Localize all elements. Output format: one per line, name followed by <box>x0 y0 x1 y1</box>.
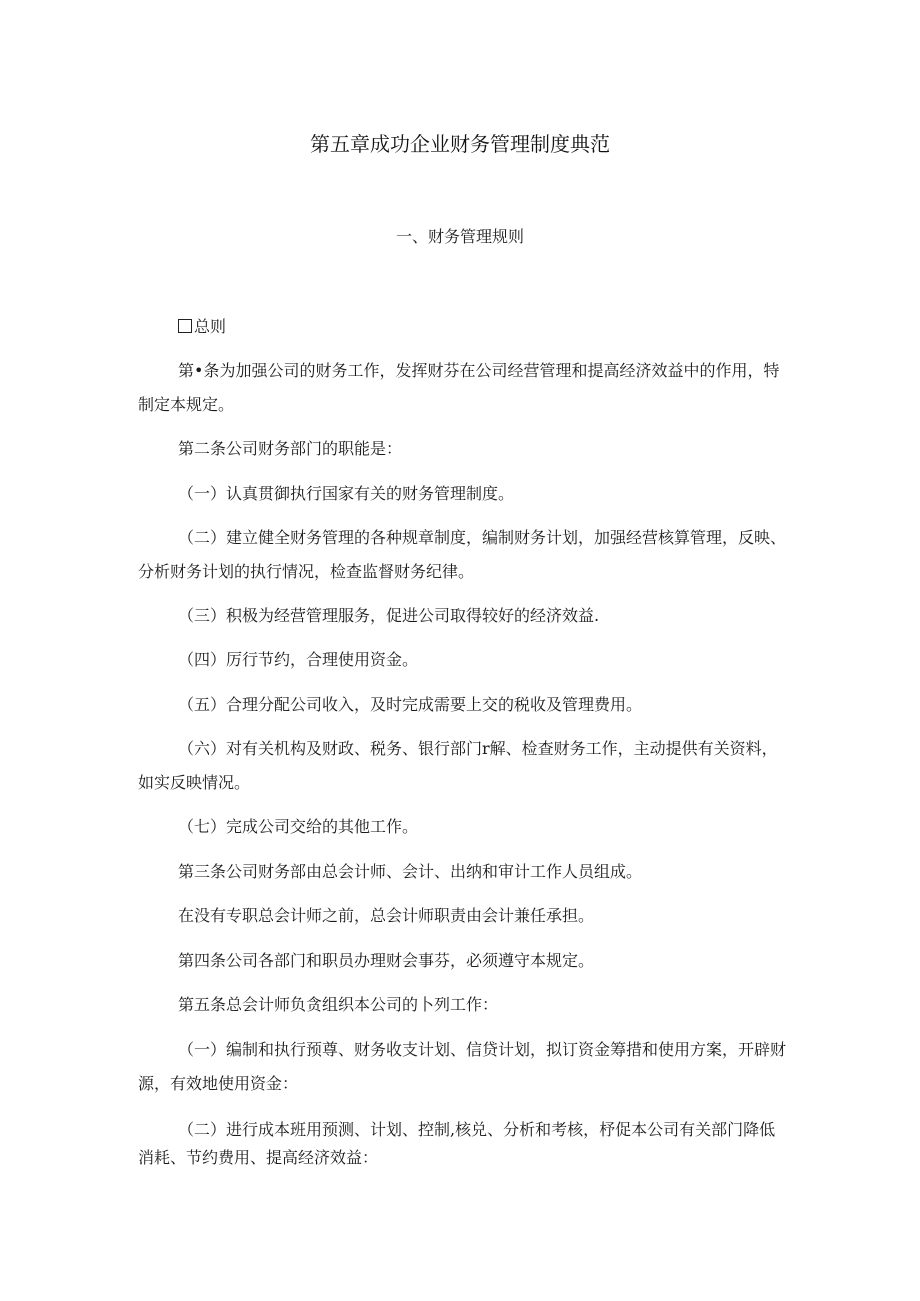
paragraph: 第•条为加强公司的财务工作，发挥财芬在公司经营管理和提高经济效益中的作用，特制定本规定。 <box>138 361 780 414</box>
paragraph: （六）对有关机构及财政、税务、银行部门r解、检查财务工作，主动提供有关资料，如实反映情况。 <box>138 739 778 792</box>
paragraph: 在没有专职总会计师之前，总会计师职责由会计兼任承担。 <box>178 906 595 925</box>
subheading-text: 总则 <box>194 317 227 336</box>
paragraph: 第二条公司财务部门的职能是： <box>178 439 403 458</box>
paragraph: 第三条公司财务部由总会计师、会计、出纳和审计工作人员组成。 <box>178 862 643 881</box>
paragraph: 第四条公司各部门和职员办理财会事芬，必须遵守本规定。 <box>178 951 595 970</box>
paragraph: （二）建立健全财务管理的各种规章制度，编制财务计划，加强经营核算管理，反映、分析财务计划的执行情况，检查监督财务纪律。 <box>138 528 787 581</box>
paragraph: 第五条总会计师负贪组织本公司的卜列工作： <box>178 995 499 1014</box>
paragraph: （四）厉行节约，合理使用资金。 <box>178 650 419 669</box>
paragraph: （一）编制和执行预尊、财务收支计划、信贷计划，拟订资金筹措和使用方案，开辟财源，有效地使用资金： <box>138 1040 787 1093</box>
paragraph: （一）认真贯御执行国家有关的财务管理制度。 <box>178 484 515 503</box>
subheading <box>138 310 786 344</box>
checkbox-square-icon <box>178 319 192 333</box>
document-title: 第五章成功企业财务管理制度典范 <box>310 132 610 156</box>
paragraph: （三）积极为经营管理服务，促进公司取得较好的经济效益. <box>178 606 600 625</box>
paragraph: （七）完成公司交给的其他工作。 <box>178 817 419 836</box>
paragraph: （五）合理分配公司收入，及时完成需要上交的税收及管理费用。 <box>178 695 643 714</box>
paragraph: （二）进行成本班用预测、计划、控制,核兑、分析和考核，杼促本公司有关部门降低消耗、节约费用、提高经济效益： <box>138 1120 776 1167</box>
section-title: 一、财务管理规则 <box>395 227 524 246</box>
